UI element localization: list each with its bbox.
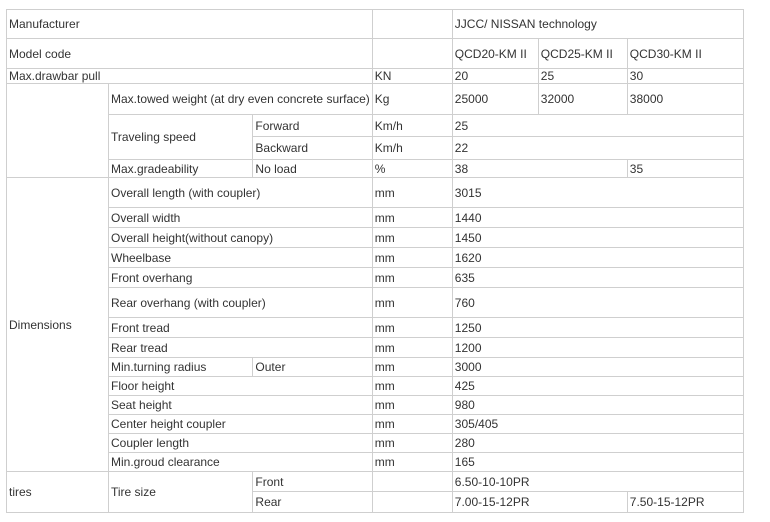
dimension-unit: mm xyxy=(372,248,452,268)
model-code-label: Model code xyxy=(7,39,373,69)
dimension-unit: mm xyxy=(372,208,452,228)
forward-label: Forward xyxy=(253,115,372,137)
table-row xyxy=(7,434,744,453)
dimension-value: 1440 xyxy=(452,208,743,228)
drawbar-value-2: 25 xyxy=(538,69,627,84)
dimension-label: Overall height(without canopy) xyxy=(109,228,373,248)
table-row xyxy=(7,415,744,434)
tire-rear-label: Rear xyxy=(253,492,372,513)
dimension-value: 1450 xyxy=(452,228,743,248)
dimension-unit: mm xyxy=(372,318,452,338)
dimension-unit: mm xyxy=(372,358,452,377)
manufacturer-value: JJCC/ NISSAN technology xyxy=(452,10,743,39)
gradeability-value-1: 38 xyxy=(452,160,627,178)
table-row xyxy=(7,288,744,318)
dimension-unit: mm xyxy=(372,178,452,208)
tire-front-value: 6.50-10-10PR xyxy=(452,472,743,492)
traveling-speed-label: Traveling speed xyxy=(109,115,253,160)
tire-size-label: Tire size xyxy=(109,472,253,513)
table-row xyxy=(7,396,744,415)
dimension-label: Overall width xyxy=(109,208,373,228)
empty-cell xyxy=(372,492,452,513)
dimension-value: 980 xyxy=(452,396,743,415)
table-row xyxy=(7,318,744,338)
empty-cell xyxy=(372,472,452,492)
dimension-value: 635 xyxy=(452,268,743,288)
table-row xyxy=(7,472,744,492)
empty-cell xyxy=(372,10,452,39)
table-row xyxy=(7,358,744,377)
dimension-label: Center height coupler xyxy=(109,415,373,434)
gradeability-value-2: 35 xyxy=(627,160,743,178)
towed-weight-value-1: 25000 xyxy=(452,84,538,115)
table-row xyxy=(7,453,744,472)
dimension-label: Rear overhang (with coupler) xyxy=(109,288,373,318)
dimension-value: 3015 xyxy=(452,178,743,208)
gradeability-unit: % xyxy=(372,160,452,178)
table-row xyxy=(7,160,744,178)
table-row xyxy=(7,39,744,69)
dimension-unit: mm xyxy=(372,415,452,434)
tire-rear-value-1: 7.00-15-12PR xyxy=(452,492,627,513)
dimension-label: Wheelbase xyxy=(109,248,373,268)
table-row xyxy=(7,248,744,268)
forward-unit: Km/h xyxy=(372,115,452,137)
table-row xyxy=(7,10,744,39)
table-row xyxy=(7,115,744,137)
backward-unit: Km/h xyxy=(372,137,452,160)
dimension-unit: mm xyxy=(372,338,452,358)
dimension-label: Floor height xyxy=(109,377,373,396)
table-row xyxy=(7,208,744,228)
tire-rear-value-2: 7.50-15-12PR xyxy=(627,492,743,513)
towed-weight-unit: Kg xyxy=(372,84,452,115)
dimension-unit: mm xyxy=(372,288,452,318)
drawbar-unit: KN xyxy=(372,69,452,84)
table-row xyxy=(7,84,744,115)
table-row xyxy=(7,377,744,396)
dimension-label: Min.groud clearance xyxy=(109,453,373,472)
table-row xyxy=(7,338,744,358)
backward-value: 22 xyxy=(452,137,743,160)
dimension-label: Seat height xyxy=(109,396,373,415)
dimensions-group-label: Dimensions xyxy=(7,178,109,472)
dimension-label: Front overhang xyxy=(109,268,373,288)
dimension-value: 280 xyxy=(452,434,743,453)
table-row xyxy=(7,178,744,208)
forward-value: 25 xyxy=(452,115,743,137)
dimension-unit: mm xyxy=(372,396,452,415)
dimension-label: Overall length (with coupler) xyxy=(109,178,373,208)
towed-weight-label: Max.towed weight (at dry even concrete surface) xyxy=(109,84,373,115)
dimension-label: Coupler length xyxy=(109,434,373,453)
dimension-label: Rear tread xyxy=(109,338,373,358)
model-code-1: QCD20-KM II xyxy=(452,39,538,69)
dimension-unit: mm xyxy=(372,377,452,396)
towed-weight-value-3: 38000 xyxy=(627,84,743,115)
dimension-value: 3000 xyxy=(452,358,743,377)
empty-cell xyxy=(372,39,452,69)
dimension-value: 165 xyxy=(452,453,743,472)
dimension-unit: mm xyxy=(372,228,452,248)
dimension-value: 1620 xyxy=(452,248,743,268)
table-row xyxy=(7,69,744,84)
drawbar-value-1: 20 xyxy=(452,69,538,84)
spec-table xyxy=(6,9,744,513)
dimension-value: 760 xyxy=(452,288,743,318)
dimension-value: 425 xyxy=(452,377,743,396)
dimension-sub-label: Outer xyxy=(253,358,372,377)
tires-group-label: tires xyxy=(7,472,109,513)
dimension-unit: mm xyxy=(372,268,452,288)
towed-weight-value-2: 32000 xyxy=(538,84,627,115)
dimension-value: 1250 xyxy=(452,318,743,338)
gradeability-label: Max.gradeability xyxy=(109,160,253,178)
dimension-value: 1200 xyxy=(452,338,743,358)
model-code-3: QCD30-KM II xyxy=(627,39,743,69)
dimension-unit: mm xyxy=(372,434,452,453)
dimension-unit: mm xyxy=(372,453,452,472)
backward-label: Backward xyxy=(253,137,372,160)
drawbar-value-3: 30 xyxy=(627,69,743,84)
model-code-2: QCD25-KM II xyxy=(538,39,627,69)
dimension-value: 305/405 xyxy=(452,415,743,434)
drawbar-label: Max.drawbar pull xyxy=(7,69,373,84)
dimension-label: Min.turning radius xyxy=(109,358,253,377)
tire-front-label: Front xyxy=(253,472,372,492)
gradeability-condition: No load xyxy=(253,160,372,178)
dimension-label: Front tread xyxy=(109,318,373,338)
table-row xyxy=(7,228,744,248)
empty-cell xyxy=(7,84,109,178)
table-row xyxy=(7,268,744,288)
manufacturer-label: Manufacturer xyxy=(7,10,373,39)
